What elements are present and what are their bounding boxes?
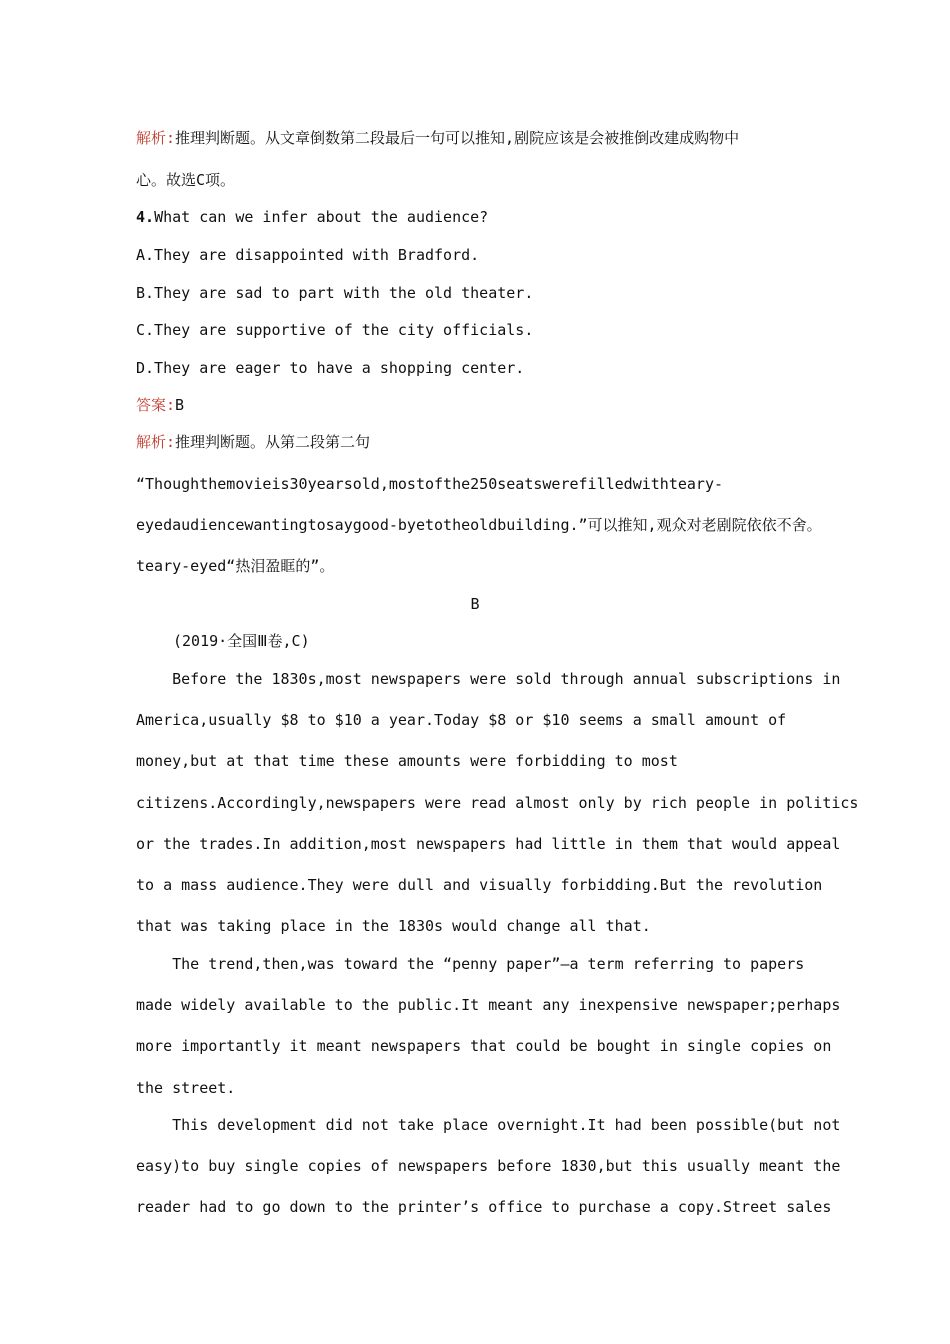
option-c: C.They are supportive of the city officials.	[136, 321, 534, 339]
analysis-text: 推理判断题。从第二段第二句	[175, 433, 371, 451]
q4-analysis-line-3: eyedaudiencewantingtosaygood-byetotheoldbuilding.”可以推知,观众对老剧院依依不舍。	[136, 516, 822, 534]
q4-analysis-line-1	[136, 432, 370, 452]
passage-line: citizens.Accordingly,newspapers were read almost only by rich people in politics	[136, 794, 859, 812]
question-number: 4.	[136, 208, 155, 226]
q4-analysis-line-2: “Thoughthemovieis30yearsold,mostofthe250seatswerefilledwithteary-	[136, 475, 723, 493]
q3-analysis-line-1	[136, 128, 739, 148]
passage-line: made widely available to the public.It meant any inexpensive newspaper;perhaps	[136, 996, 841, 1014]
analysis-label: 解析:	[136, 129, 176, 147]
passage-line: easy)to buy single copies of newspapers before 1830,but this usually meant the	[136, 1157, 841, 1175]
passage-line: Before the 1830s,most newspapers were sold through annual subscriptions in	[136, 670, 841, 688]
passage-line: This development did not take place overnight.It had been possible(but not	[136, 1116, 841, 1134]
answer-line	[136, 395, 184, 415]
passage-line: or the trades.In addition,most newspapers had little in them that would appeal	[136, 835, 841, 853]
question-4	[136, 207, 488, 227]
passage-line: the street.	[136, 1079, 236, 1097]
passage-line: America,usually $8 to $10 a year.Today $8 or $10 seems a small amount of	[136, 711, 787, 729]
option-a: A.They are disappointed with Bradford.	[136, 246, 480, 264]
section-heading: B	[470, 595, 480, 613]
passage-line: more importantly it meant newspapers that could be bought in single copies on	[136, 1037, 832, 1055]
passage-line: to a mass audience.They were dull and visually forbidding.But the revolution	[136, 876, 823, 894]
option-d: D.They are eager to have a shopping center.	[136, 359, 525, 377]
passage-line: money,but at that time these amounts were forbidding to most	[136, 752, 678, 770]
q3-analysis-line-2: 心。故选C项。	[136, 171, 236, 189]
question-text: What can we infer about the audience?	[154, 208, 489, 226]
option-b: B.They are sad to part with the old theater.	[136, 284, 534, 302]
answer-value: B	[175, 396, 185, 414]
q4-analysis-line-4: teary-eyed“热泪盈眶的”。	[136, 557, 335, 575]
analysis-label: 解析:	[136, 433, 176, 451]
passage-line: The trend,then,was toward the “penny paper”—a term referring to papers	[136, 955, 805, 973]
passage-line: reader had to go down to the printer’s office to purchase a copy.Street sales	[136, 1198, 832, 1216]
passage-source: (2019·全国Ⅲ卷,C)	[173, 632, 310, 650]
passage-line: that was taking place in the 1830s would change all that.	[136, 917, 651, 935]
analysis-text: 推理判断题。从文章倒数第二段最后一句可以推知,剧院应该是会被推倒改建成购物中	[175, 129, 740, 147]
answer-label: 答案:	[136, 396, 176, 414]
